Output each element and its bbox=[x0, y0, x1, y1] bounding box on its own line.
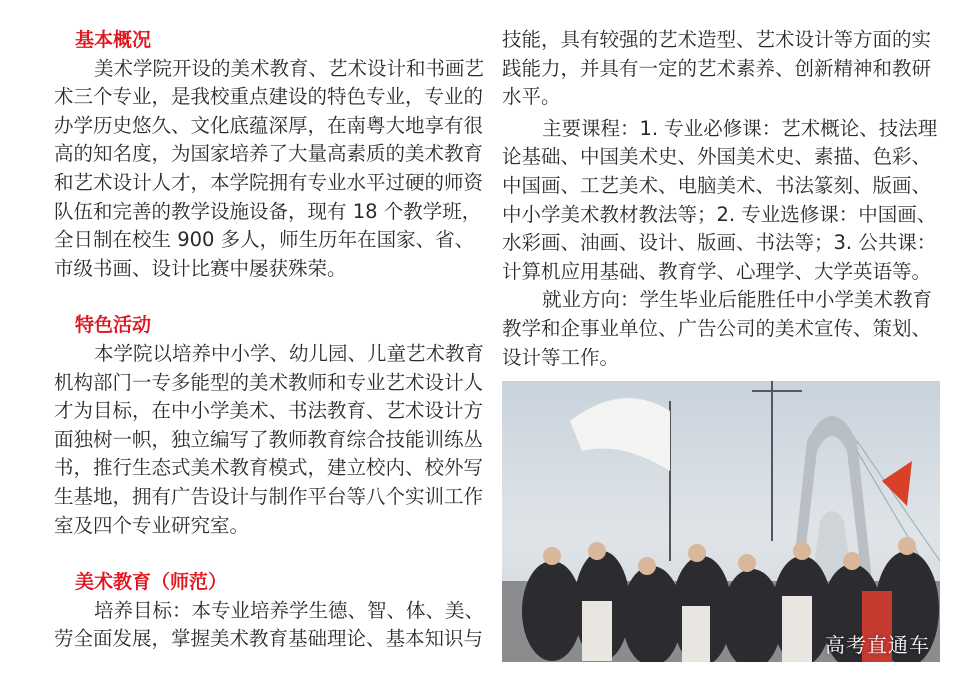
section-heading-art-education: 美术教育（师范） bbox=[75, 571, 228, 594]
paragraph-line: 队伍和完善的教学设施设备，现有 18 个教学班， bbox=[54, 199, 482, 223]
paragraph-line: 办学历史悠久、文化底蕴深厚，在南粤大地享有很 bbox=[54, 113, 484, 137]
paragraph-line: 美术学院开设的美术教育、艺术设计和书画艺 bbox=[94, 56, 485, 80]
watermark: 高考直通车 bbox=[825, 633, 930, 657]
paragraph-line: 机构部门一专多能型的美术教师和专业艺术设计人 bbox=[54, 370, 484, 394]
paragraph-line: 水彩画、油画、设计、版画、书法等；3. 公共课： bbox=[502, 231, 937, 255]
paragraph-line: 面独树一帜，独立编写了教师教育综合技能训练丛 bbox=[54, 427, 484, 451]
photo-illustration bbox=[502, 381, 940, 662]
bridge-cable bbox=[857, 441, 940, 561]
paragraph-line: 全日制在校生 900 多人，师生历年在国家、省、 bbox=[54, 228, 475, 252]
paragraph-line: 生基地，拥有广告设计与制作平台等八个实训工作 bbox=[54, 484, 484, 508]
paragraph-line: 劳全面发展，掌握美术教育基础理论、基本知识与 bbox=[54, 627, 484, 651]
paragraph-line: 主要课程：1. 专业必修课：艺术概论、技法理 bbox=[542, 116, 938, 140]
paragraph-line: 和艺术设计人才，本学院拥有专业水平过硬的师资 bbox=[54, 170, 484, 194]
paragraph-line: 就业方向：学生毕业后能胜任中小学美术教育 bbox=[542, 288, 933, 312]
right-column bbox=[502, 26, 938, 372]
paragraph-line: 书，推行生态式美术教育模式，建立校内、校外写 bbox=[54, 456, 484, 480]
paragraph-line: 高的知名度，为国家培养了大量高素质的美术教育 bbox=[54, 142, 484, 166]
paragraph-line: 水平。 bbox=[502, 85, 561, 109]
paragraph-line: 室及四个专业研究室。 bbox=[54, 513, 250, 537]
paragraph-line: 才为目标，在中小学美术、书法教育、艺术设计方 bbox=[54, 399, 484, 423]
paragraph-line: 中小学美术教材教法等；2. 专业选修课：中国画、 bbox=[502, 202, 937, 226]
paragraph-line: 践能力，并具有一定的艺术素养、创新精神和教研 bbox=[502, 56, 932, 80]
paragraph-line: 教学和企事业单位、广告公司的美术宣传、策划、 bbox=[502, 316, 932, 340]
section-heading-overview: 基本概况 bbox=[75, 29, 152, 51]
paragraph-line: 市级书画、设计比赛中屡获殊荣。 bbox=[54, 256, 347, 280]
left-column bbox=[54, 26, 485, 654]
paragraph-line: 技能，具有较强的艺术造型、艺术设计等方面的实 bbox=[502, 28, 932, 51]
group-photo bbox=[502, 381, 940, 662]
section-heading-activities: 特色活动 bbox=[75, 314, 152, 337]
paragraph-line: 术三个专业，是我校重点建设的特色专业，专业的 bbox=[54, 85, 484, 109]
paragraph-line: 论基础、中国美术史、外国美术史、素描、色彩、 bbox=[502, 145, 932, 169]
paragraph-line: 培养目标：本专业培养学生德、智、体、美、 bbox=[94, 598, 485, 622]
paragraph-line: 中国画、工艺美术、电脑美术、书法篆刻、版画、 bbox=[502, 173, 932, 197]
white-flag bbox=[570, 398, 670, 471]
paragraph-line: 设计等工作。 bbox=[502, 345, 620, 369]
paragraph-line: 本学院以培养中小学、幼儿园、儿童艺术教育 bbox=[94, 341, 485, 365]
paragraph-line: 计算机应用基础、教育学、心理学、大学英语等。 bbox=[502, 259, 932, 283]
